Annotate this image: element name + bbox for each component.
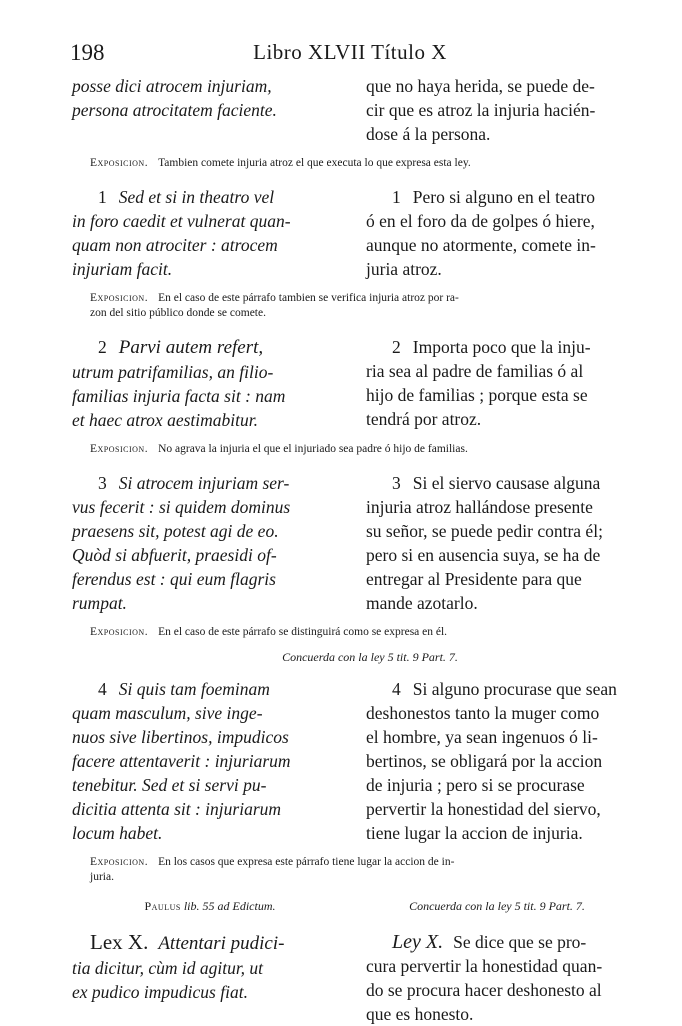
spanish-line: aunque no atormente, comete in- [366,235,596,255]
section-4 [72,677,628,845]
source-citation [72,899,348,914]
spanish-line: entregar al Presidente para que [366,569,582,589]
spanish-line: bertinos, se obligará por la accion [366,751,603,771]
spanish-line: su señor, se puede pedir contra él; [366,521,603,541]
latin-line: facere attentaverit : injuriarum [72,751,291,771]
running-head: Libro XLVII Título X [253,40,447,64]
source-author: Paulus [144,899,181,913]
intro-row [72,74,628,146]
exposicion-label: Exposicion. [90,626,149,638]
latin-line: persona atrocitatem faciente. [72,100,277,120]
spanish-line: mande azotarlo. [366,593,478,613]
spanish-line: Importa poco que la inju- [412,337,591,357]
spanish-line: do se procura hacer deshonesto al [366,980,602,1000]
exposicion-note [90,442,628,457]
section-number: 3 [98,473,107,493]
spanish-line: dose á la persona. [366,124,491,144]
spanish-line: Se dice que se pro- [453,932,587,952]
source-row [72,899,628,914]
latin-line: Quòd si abfuerit, praesidi of- [72,545,277,565]
spanish-line: deshonestos tanto la muger como [366,703,600,723]
latin-line: praesens sit, potest agi de eo. [72,521,279,541]
law-x [72,930,628,1026]
spanish-line: que no haya herida, se puede de- [366,76,595,96]
page-header [70,40,630,74]
latin-line: Sed et si in theatro vel [118,187,275,207]
law-title: Lex X. [90,930,149,954]
latin-line: posse dici atrocem injuriam, [72,76,272,96]
latin-line: rumpat. [72,593,127,613]
exposicion-label: Exposicion. [90,443,149,455]
section-1 [72,185,628,281]
latin-line: vus fecerit : si quidem dominus [72,497,291,517]
spanish-line: cir que es atroz la injuria hacién- [366,100,596,120]
latin-line: et haec atrox aestimabitur. [72,410,258,430]
section-4-latin [72,677,348,845]
exposicion-note [90,291,628,321]
exposicion-note [90,156,628,171]
section-number: 4 [392,679,401,699]
exposicion-text: En los casos que expresa este párrafo tiene lugar la accion de in- [158,856,455,868]
spanish-line: el hombre, ya sean ingenuos ó li- [366,727,598,747]
spanish-line: ria sea al padre de familias ó al [366,361,584,381]
law-x-latin [72,930,348,1026]
exposicion-text: juria. [90,871,114,883]
exposicion-label: Exposicion. [90,856,149,868]
exposicion-note [90,855,628,885]
spanish-line: juria atroz. [366,259,442,279]
intro-latin [72,74,348,146]
latin-line: ex pudico impudicus fiat. [72,982,248,1002]
spanish-line: tendrá por atroz. [366,409,482,429]
latin-line: familias injuria facta sit : nam [72,386,286,406]
latin-line: injuriam facit. [72,259,173,279]
law-title: Ley X. [392,931,444,953]
latin-line: Si atrocem injuriam ser- [118,473,290,493]
latin-line: tia dicitur, cùm id agitur, ut [72,958,264,978]
section-number: 3 [392,473,401,493]
latin-line: quam masculum, sive inge- [72,703,263,723]
spanish-line: que es honesto. [366,1004,474,1024]
section-4-spanish [366,677,628,845]
concordance-note: Concuerda con la ley 5 tit. 9 Part. 7. [409,899,585,913]
exposicion-text: zon del sitio público donde se comete. [90,307,266,319]
section-2-latin [72,335,348,432]
latin-line: Si quis tam foeminam [118,679,270,699]
exposicion-text: En el caso de este párrafo tambien se verifica injuria atroz por ra- [158,292,459,304]
section-3-spanish [366,471,628,615]
exposicion-text: Tambien comete injuria atroz el que executa lo que expresa esta ley. [158,157,471,169]
spanish-line: Si alguno procurase que sean [412,679,617,699]
spanish-line: hijo de familias ; porque esta se [366,385,588,405]
concordance-note: Concuerda con la ley 5 tit. 9 Part. 7. [282,650,458,664]
latin-line: quam non atrociter : atrocem [72,235,278,255]
exposicion-note [90,625,628,640]
section-number: 1 [98,187,107,207]
section-number: 2 [98,337,107,357]
section-3 [72,471,628,615]
spanish-line: cura pervertir la honestidad quan- [366,956,603,976]
section-1-latin [72,185,348,281]
section-2-spanish [366,335,628,432]
section-2 [72,335,628,432]
latin-line: tenebitur. Sed et si servi pu- [72,775,267,795]
spanish-line: Si el siervo causase alguna [412,473,601,493]
exposicion-label: Exposicion. [90,292,149,304]
exposicion-label: Exposicion. [90,157,149,169]
latin-line: dicitia attenta sit : injuriarum [72,799,282,819]
section-number: 4 [98,679,107,699]
section-number: 2 [392,337,401,357]
text-body [72,74,628,1026]
latin-line: ferendus est : qui eum flagris [72,569,276,589]
latin-line: nuos sive libertinos, impudicos [72,727,289,747]
latin-line: in foro caedit et vulnerat quan- [72,211,291,231]
latin-line: Parvi autem refert, [118,337,264,358]
latin-line: locum habet. [72,823,163,843]
latin-line: utrum patrifamilias, an filio- [72,362,274,382]
law-x-spanish [366,930,628,1026]
spanish-line: injuria atroz hallándose presente [366,497,593,517]
exposicion-text: No agrava la injuria el que el injuriado sea padre ó hijo de familias. [158,443,468,455]
section-1-spanish [366,185,628,281]
spanish-line: tiene lugar la accion de injuria. [366,823,583,843]
exposicion-text: En el caso de este párrafo se distinguirá como se expresa en él. [158,626,448,638]
spanish-line: de injuria ; pero si se procurase [366,775,585,795]
spanish-line: ó en el foro da de golpes ó hiere, [366,211,595,231]
latin-line: Attentari pudici- [158,933,285,954]
spanish-line: pero si en ausencia suya, se ha de [366,545,601,565]
source-work: lib. 55 ad Edictum. [183,899,276,913]
section-3-latin [72,471,348,615]
spanish-line: pervertir la honestidad del siervo, [366,799,601,819]
page-number: 198 [70,40,105,65]
spanish-line: Pero si alguno en el teatro [412,187,595,207]
intro-spanish [366,74,628,146]
section-number: 1 [392,187,401,207]
